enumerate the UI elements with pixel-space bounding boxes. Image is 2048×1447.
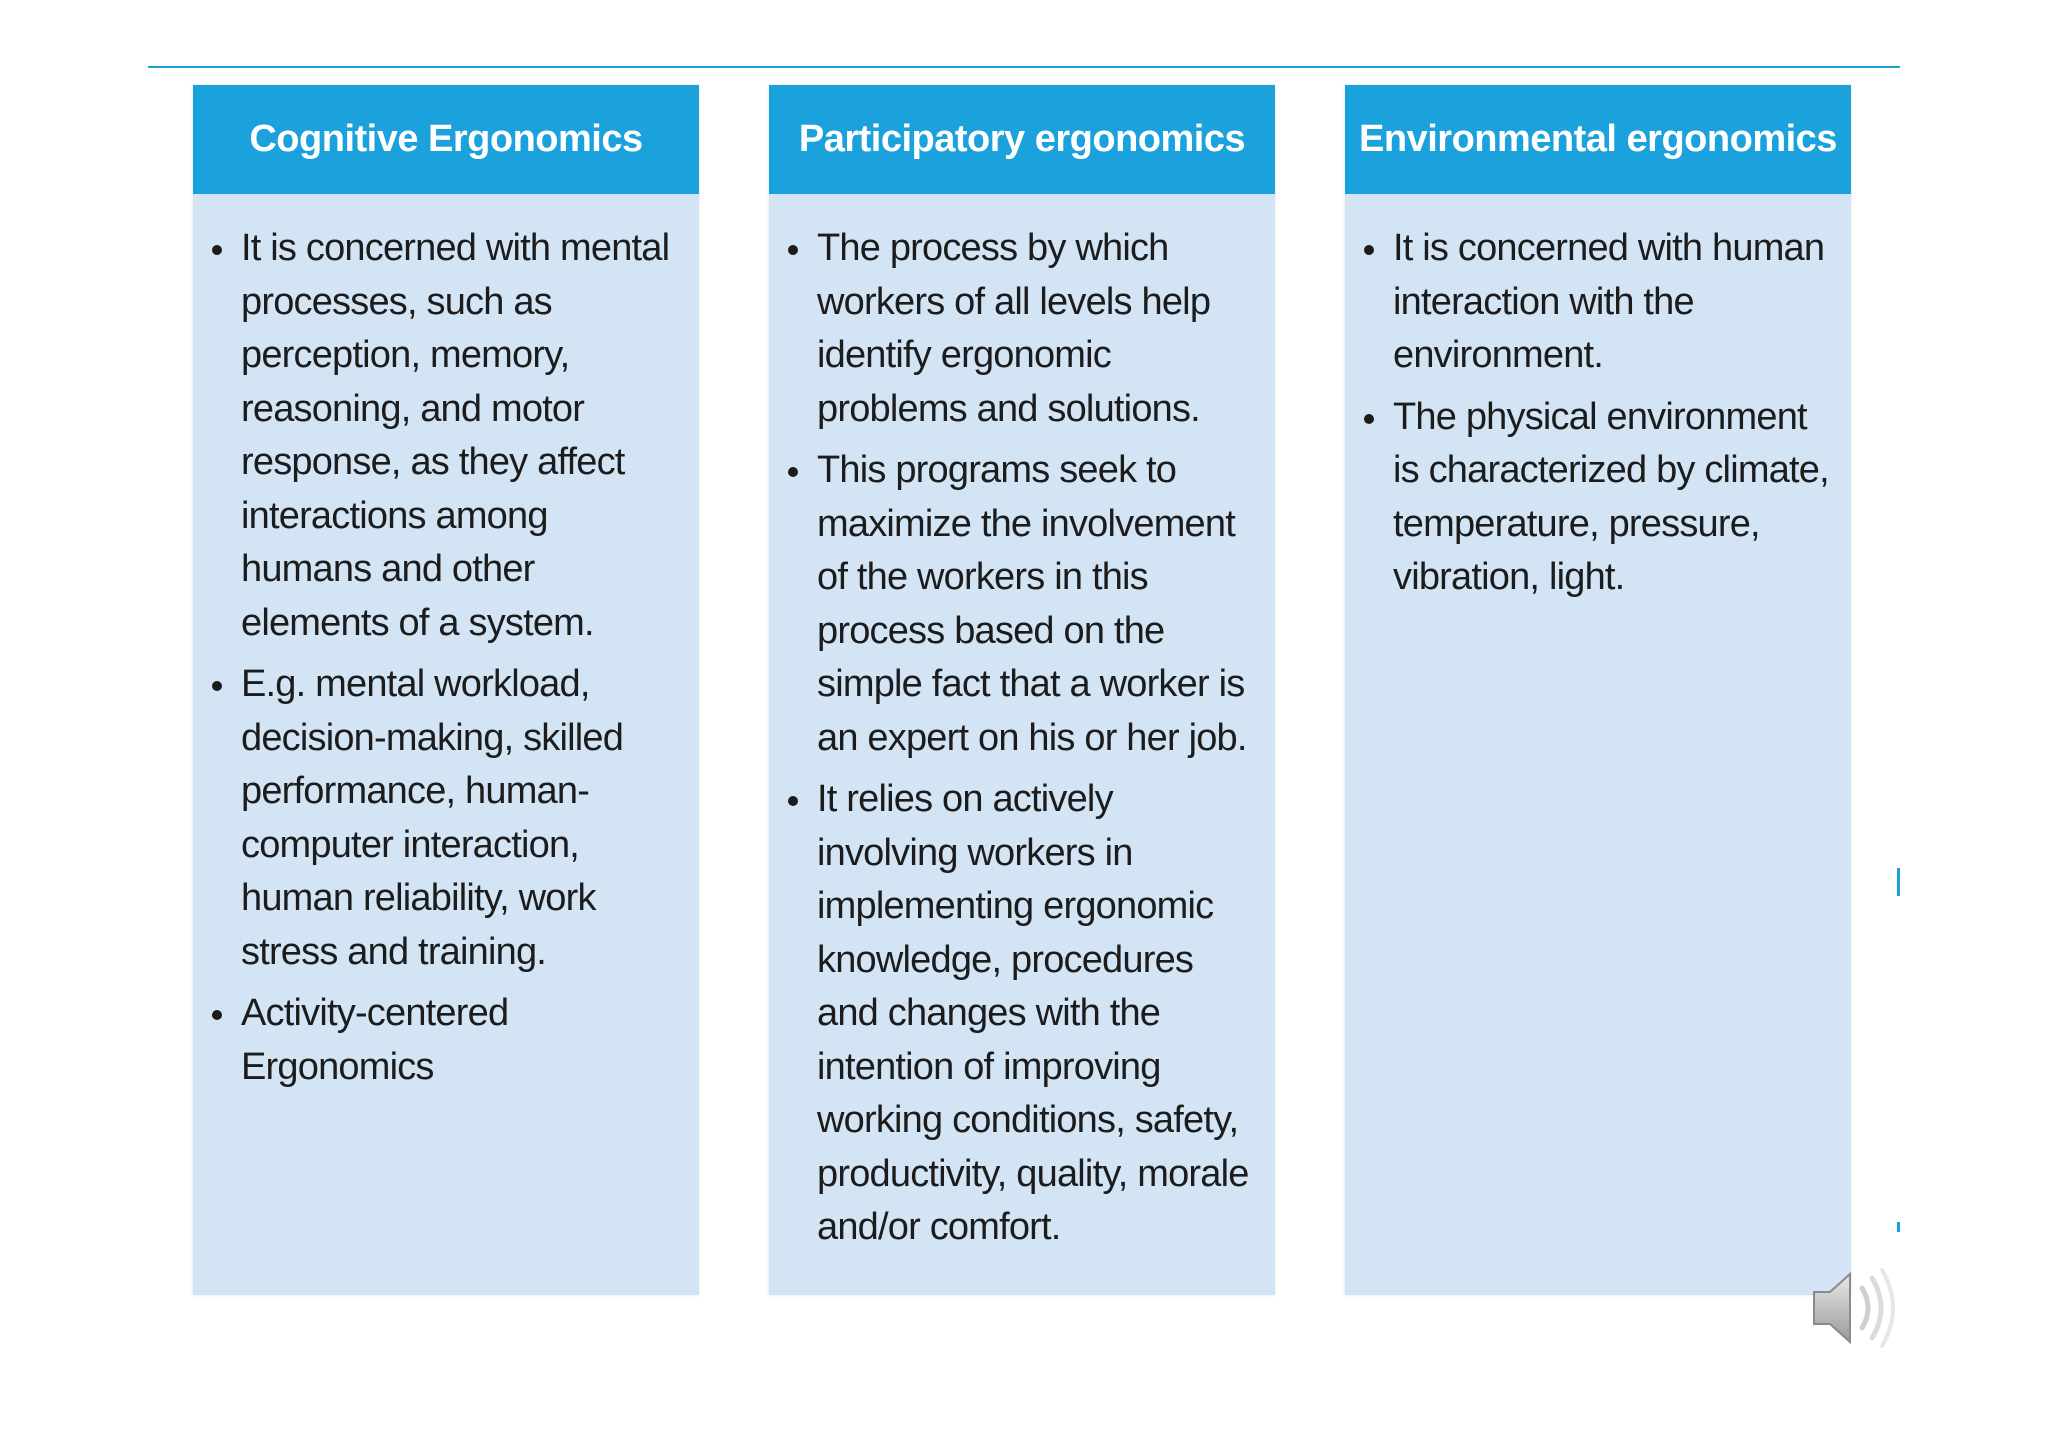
- bullet-item: It is concerned with mental processes, such as perception, memory, reasoning, and motor response, as they affect interactions among humans and other elements of a system.: [241, 222, 685, 650]
- bullet-list: [1345, 194, 1851, 605]
- column-title: Cognitive Ergonomics: [193, 85, 699, 194]
- column-participatory-ergonomics: [769, 85, 1275, 1295]
- bullet-list: [193, 194, 699, 1094]
- bullet-list: [769, 194, 1275, 1255]
- bullet-item: It is concerned with human interaction with the environment.: [1393, 222, 1837, 383]
- bullet-item: The process by which workers of all levels help identify ergonomic problems and solutions.: [817, 222, 1261, 436]
- bullet-item: Activity-centered Ergonomics: [241, 987, 685, 1094]
- column-cognitive-ergonomics: [193, 85, 699, 1295]
- bullet-item: E.g. mental workload, decision-making, skilled performance, human-computer interaction, human reliability, work stress and training.: [241, 658, 685, 979]
- column-title: Participatory ergonomics: [769, 85, 1275, 194]
- bullet-item: The physical environment is characterized by climate, temperature, pressure, vibration, light.: [1393, 391, 1837, 605]
- column-title: Environmental ergonomics: [1345, 85, 1851, 194]
- edge-mark: [1897, 868, 1900, 896]
- top-divider-line: [148, 66, 1900, 68]
- edge-mark: [1897, 1222, 1900, 1232]
- bullet-item: This programs seek to maximize the involvement of the workers in this process based on the simple fact that a worker is an expert on his or her job.: [817, 444, 1261, 765]
- column-environmental-ergonomics: [1345, 85, 1851, 1295]
- bullet-item: It relies on actively involving workers in implementing ergonomic knowledge, procedures and changes with the intention of improving working conditions, safety, productivity, quality, morale and/or comfort.: [817, 773, 1261, 1255]
- speaker-icon[interactable]: [1808, 1262, 1900, 1354]
- speaker-icon-graphic: [1808, 1262, 1900, 1354]
